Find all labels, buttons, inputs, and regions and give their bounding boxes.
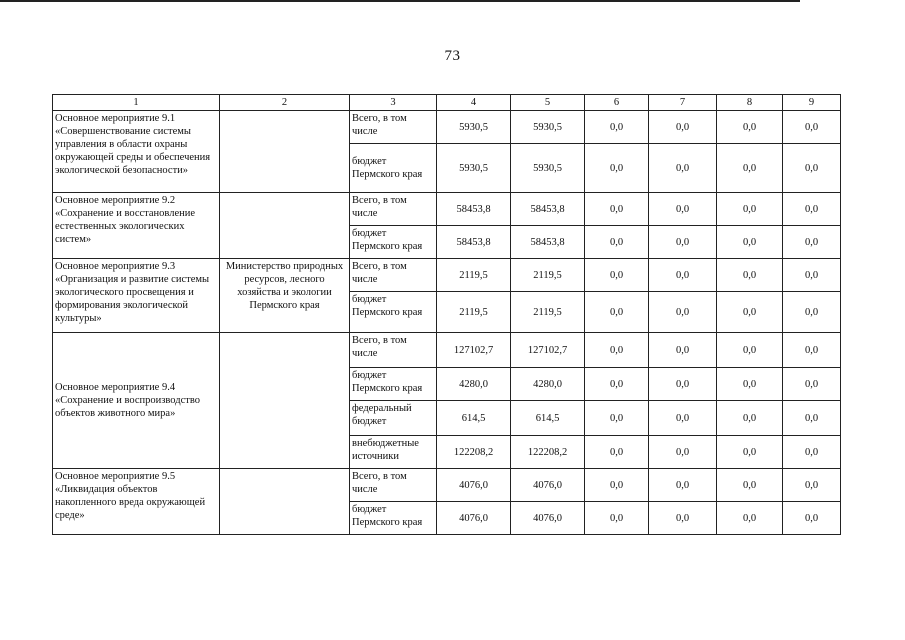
table-row: [53, 333, 841, 368]
value-cell: 4076,0: [511, 469, 585, 502]
value-cell: 0,0: [783, 502, 841, 535]
value-cell: 122208,2: [437, 436, 511, 469]
value-cell: 0,0: [585, 368, 649, 401]
value-cell: 0,0: [585, 436, 649, 469]
value-cell: 0,0: [717, 436, 783, 469]
page-number: 73: [444, 48, 461, 64]
value-cell: 0,0: [649, 259, 717, 292]
value-cell: 5930,5: [437, 144, 511, 193]
header-cell: 1: [53, 95, 220, 111]
event-name-9-4: Основное мероприятие 9.4 «Сохранение и воспроизводство объектов животного мира»: [53, 333, 220, 469]
event-name-9-1: Основное мероприятие 9.1 «Совершенствование системы управления в области охраны окружающей среды и обеспечения экологической безопасности»: [53, 111, 220, 193]
value-cell: 0,0: [717, 401, 783, 436]
header-cell: 9: [783, 95, 841, 111]
header-cell: 4: [437, 95, 511, 111]
funding-source: бюджет Пермского края: [350, 368, 437, 401]
funding-source: Всего, в том числе: [350, 111, 437, 144]
header-cell: 2: [220, 95, 350, 111]
value-cell: 4076,0: [437, 469, 511, 502]
executor-cell-empty: [220, 193, 350, 259]
value-cell: 0,0: [783, 469, 841, 502]
header-cell: 3: [350, 95, 437, 111]
value-cell: 0,0: [783, 292, 841, 333]
value-cell: 0,0: [585, 144, 649, 193]
value-cell: 0,0: [783, 193, 841, 226]
value-cell: 2119,5: [511, 292, 585, 333]
value-cell: 0,0: [717, 144, 783, 193]
value-cell: 127102,7: [511, 333, 585, 368]
value-cell: 58453,8: [437, 193, 511, 226]
event-name-9-2: Основное мероприятие 9.2 «Сохранение и восстановление естественных экологических систем»: [53, 193, 220, 259]
value-cell: 58453,8: [511, 226, 585, 259]
value-cell: 58453,8: [437, 226, 511, 259]
value-cell: 0,0: [585, 401, 649, 436]
value-cell: 2119,5: [437, 292, 511, 333]
value-cell: 0,0: [783, 259, 841, 292]
value-cell: 122208,2: [511, 436, 585, 469]
value-cell: 0,0: [649, 502, 717, 535]
value-cell: 0,0: [649, 144, 717, 193]
scan-top-border: [0, 0, 905, 2]
value-cell: 127102,7: [437, 333, 511, 368]
value-cell: 5930,5: [511, 111, 585, 144]
table-row: [53, 259, 841, 292]
value-cell: 2119,5: [511, 259, 585, 292]
funding-table: [52, 94, 841, 535]
value-cell: 0,0: [649, 292, 717, 333]
executor-cell-empty: [220, 469, 350, 535]
value-cell: 0,0: [783, 368, 841, 401]
value-cell: 0,0: [717, 502, 783, 535]
scan-top-border-gap: [800, 0, 905, 2]
value-cell: 5930,5: [437, 111, 511, 144]
funding-source: бюджет Пермского края: [350, 226, 437, 259]
value-cell: 0,0: [585, 259, 649, 292]
executor-cell-empty: [220, 333, 350, 469]
value-cell: 0,0: [649, 401, 717, 436]
table-row: [53, 111, 841, 144]
header-cell: 6: [585, 95, 649, 111]
value-cell: 4076,0: [437, 502, 511, 535]
value-cell: 0,0: [585, 193, 649, 226]
value-cell: 0,0: [783, 226, 841, 259]
value-cell: 4076,0: [511, 502, 585, 535]
value-cell: 0,0: [783, 111, 841, 144]
value-cell: 0,0: [649, 333, 717, 368]
value-cell: 0,0: [783, 401, 841, 436]
table-row: [53, 193, 841, 226]
funding-source: Всего, в том числе: [350, 469, 437, 502]
value-cell: 5930,5: [511, 144, 585, 193]
header-cell: 7: [649, 95, 717, 111]
funding-source: бюджет Пермского края: [350, 144, 437, 193]
value-cell: 0,0: [649, 111, 717, 144]
funding-source: Всего, в том числе: [350, 259, 437, 292]
funding-source: Всего, в том числе: [350, 333, 437, 368]
value-cell: 614,5: [511, 401, 585, 436]
value-cell: 0,0: [585, 502, 649, 535]
funding-source: федеральный бюджет: [350, 401, 437, 436]
table-header-row: [53, 95, 841, 111]
value-cell: 0,0: [717, 259, 783, 292]
value-cell: 0,0: [649, 193, 717, 226]
value-cell: 0,0: [783, 436, 841, 469]
value-cell: 0,0: [649, 226, 717, 259]
value-cell: 0,0: [717, 111, 783, 144]
value-cell: 0,0: [783, 144, 841, 193]
value-cell: 58453,8: [511, 193, 585, 226]
funding-source: внебюджетные источники: [350, 436, 437, 469]
value-cell: 0,0: [717, 368, 783, 401]
value-cell: 0,0: [585, 226, 649, 259]
executor-cell-empty: [220, 111, 350, 193]
value-cell: 2119,5: [437, 259, 511, 292]
executor-cell: Министерство природных ресурсов, лесного хозяйства и экологии Пермского края: [220, 259, 350, 333]
value-cell: 0,0: [649, 436, 717, 469]
value-cell: 0,0: [717, 333, 783, 368]
value-cell: 4280,0: [437, 368, 511, 401]
value-cell: 0,0: [585, 111, 649, 144]
table-row: [53, 469, 841, 502]
event-name-9-3: Основное мероприятие 9.3 «Организация и развитие системы экологического просвещения и формирования экологической культуры»: [53, 259, 220, 333]
event-name-9-5: Основное мероприятие 9.5 «Ликвидация объектов накопленного вреда окружающей среде»: [53, 469, 220, 535]
value-cell: 0,0: [717, 292, 783, 333]
value-cell: 0,0: [585, 292, 649, 333]
funding-source: бюджет Пермского края: [350, 292, 437, 333]
funding-source: Всего, в том числе: [350, 193, 437, 226]
header-cell: 8: [717, 95, 783, 111]
header-cell: 5: [511, 95, 585, 111]
value-cell: 0,0: [717, 469, 783, 502]
value-cell: 0,0: [585, 333, 649, 368]
value-cell: 0,0: [783, 333, 841, 368]
value-cell: 0,0: [717, 193, 783, 226]
value-cell: 0,0: [717, 226, 783, 259]
value-cell: 0,0: [649, 469, 717, 502]
value-cell: 0,0: [585, 469, 649, 502]
value-cell: 0,0: [649, 368, 717, 401]
value-cell: 614,5: [437, 401, 511, 436]
value-cell: 4280,0: [511, 368, 585, 401]
funding-source: бюджет Пермского края: [350, 502, 437, 535]
